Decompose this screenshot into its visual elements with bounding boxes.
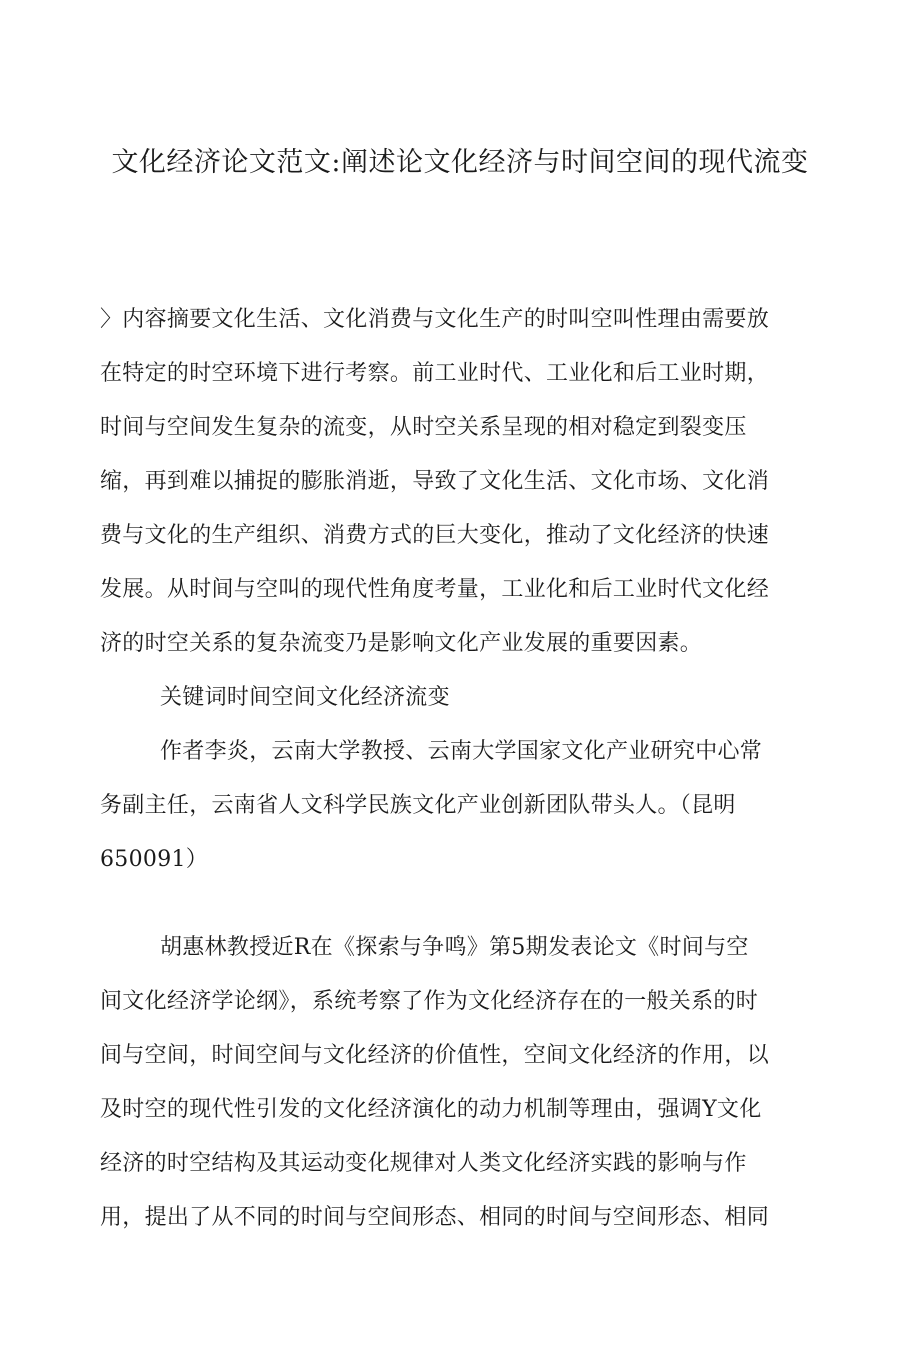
body-line: 胡惠林教授近R在《探索与争鸣》第5期发表论文《时间与空 — [160, 935, 749, 960]
body-line: 及时空的现代性引发的文化经济演化的动力机制等理由，强调Y文化 — [100, 1097, 762, 1122]
keywords-line: 关键词时间空间文化经济流变 — [160, 685, 450, 710]
author-line: 作者李炎，云南大学教授、云南大学国家文化产业研究中心常 — [160, 739, 763, 764]
abstract-line: 在特定的时空环境下进行考察。前工业时代、工业化和后工业时期， — [100, 361, 770, 386]
abstract-line: 缩，再到难以捕捉的膨胀消逝，导致了文化生活、文化市场、文化消 — [100, 469, 770, 494]
body-line: 间文化经济学论纲》，系统考察了作为文化经济存在的一般关系的时 — [100, 989, 759, 1014]
body-line: 间与空间，时间空间与文化经济的价值性，空间文化经济的作用，以 — [100, 1043, 770, 1068]
document-title: 文化经济论文范文:阐述论文化经济与时间空间的现代流变 — [111, 147, 809, 178]
abstract-line: 发展。从时间与空叫的现代性角度考量，工业化和后工业时代文化经 — [100, 577, 770, 602]
abstract-line: 时间与空间发生复杂的流变，从时空关系呈现的相对稳定到裂变压 — [100, 415, 747, 440]
author-line: 650091） — [100, 847, 209, 872]
body-line: 用，提出了从不同的时间与空间形态、相同的时间与空间形态、相同 — [100, 1205, 770, 1230]
abstract-line: 〉内容摘要文化生活、文化消费与文化生产的时叫空叫性理由需要放 — [100, 307, 770, 332]
author-line: 务副主任，云南省人文科学民族文化产业创新团队带头人。（昆明 — [100, 793, 736, 818]
abstract-line: 费与文化的生产组织、消费方式的巨大变化，推动了文化经济的快速 — [100, 523, 770, 548]
body-line: 经济的时空结构及其运动变化规律对人类文化经济实践的影响与作 — [100, 1151, 747, 1176]
abstract-line: 济的时空关系的复杂流变乃是影响文化产业发展的重要因素。 — [100, 631, 703, 656]
